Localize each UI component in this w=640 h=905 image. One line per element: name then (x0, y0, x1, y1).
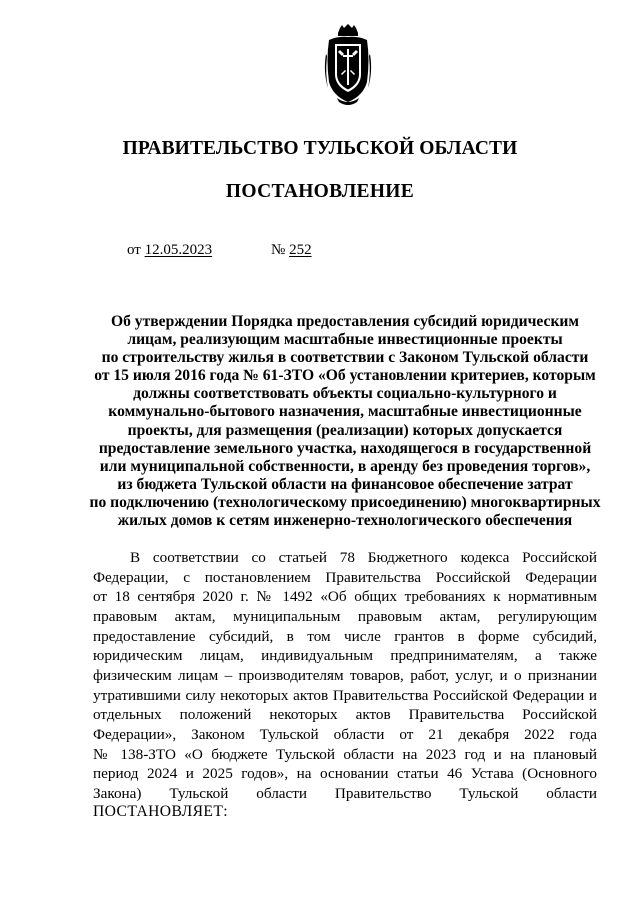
body-line: от 18 сентября 2020 г. № 1492 «Об общих требованиях к нормативным (93, 588, 597, 606)
body-paragraph (93, 548, 597, 804)
body-line: Закона) Тульской области Правительство Тульской области (93, 784, 597, 802)
decree-word: ПОСТАНОВЛЯЕТ: (93, 803, 229, 820)
heading-line: лицам, реализующим масштабные инвестиционные проекты (127, 331, 563, 349)
heading-line: предоставление земельного участка, находящегося в государственной (98, 439, 592, 457)
body-line: Федерации», Законом Тульской области от 21 декабря 2022 года (93, 725, 597, 743)
heading-line: проекты, для размещения (реализации) которых допускается (127, 421, 563, 439)
heading-line: по подключению (технологическому присоединению) многоквартирных (89, 493, 601, 511)
government-name: ПРАВИТЕЛЬСТВО ТУЛЬСКОЙ ОБЛАСТИ (122, 138, 518, 159)
heading-line: коммунально-бытового назначения, масштабные инвестиционные (108, 403, 582, 421)
body-line: правовым актам, муниципальным правовым актам, регулирующим (93, 607, 597, 625)
body-line: предоставление субсидий, в том числе грантов в форме субсидий, (93, 627, 597, 645)
body-line: период 2024 и 2025 годов», на основании статьи 46 Устава (Основного (93, 765, 597, 783)
number-prefix: № (271, 242, 286, 258)
body-line: физическим лицам – производителям товаров, работ, услуг, и о признании (93, 666, 597, 684)
document-number (271, 242, 312, 259)
body-line: юридическим лицам, индивидуальным предпринимателям, а также (93, 647, 597, 665)
heading-line: по строительству жилья в соответствии с Законом Тульской области (101, 349, 589, 367)
date-value: 12.05.2023 (144, 242, 213, 258)
heading-line: или муниципальной собственности, в аренду без проведения торгов», (99, 457, 591, 475)
tula-coat-of-arms-icon (323, 24, 373, 106)
document-date (127, 242, 212, 259)
document-type: ПОСТАНОВЛЕНИЕ (225, 181, 415, 202)
heading-line: жилых домов к сетям инженерно-технологического обеспечения (117, 512, 573, 530)
body-line: утратившими силу некоторых актов Правительства Российской Федерации и (93, 686, 597, 704)
body-line: отдельных положений некоторых актов Правительства Российской (93, 706, 597, 724)
heading-line: из бюджета Тульской области на финансовое обеспечение затрат (117, 475, 573, 493)
body-line: № 138-ЗТО «О бюджете Тульской области на 2023 год и на плановый (93, 745, 597, 763)
heading-line: должны соответствовать объекты социально-культурного и (133, 385, 557, 403)
body-line: Федерации, с постановлением Правительства Российской Федерации (93, 568, 597, 586)
date-prefix: от (127, 242, 141, 258)
heading-line: Об утверждении Порядка предоставления субсидий юридическим (110, 313, 580, 330)
heading-line: от 15 июля 2016 года № 61-ЗТО «Об установлении критериев, которым (94, 367, 596, 385)
number-value: 252 (289, 242, 312, 258)
body-line: В соответствии со статьей 78 Бюджетного кодекса Российской (130, 549, 597, 566)
document-heading (80, 313, 610, 530)
